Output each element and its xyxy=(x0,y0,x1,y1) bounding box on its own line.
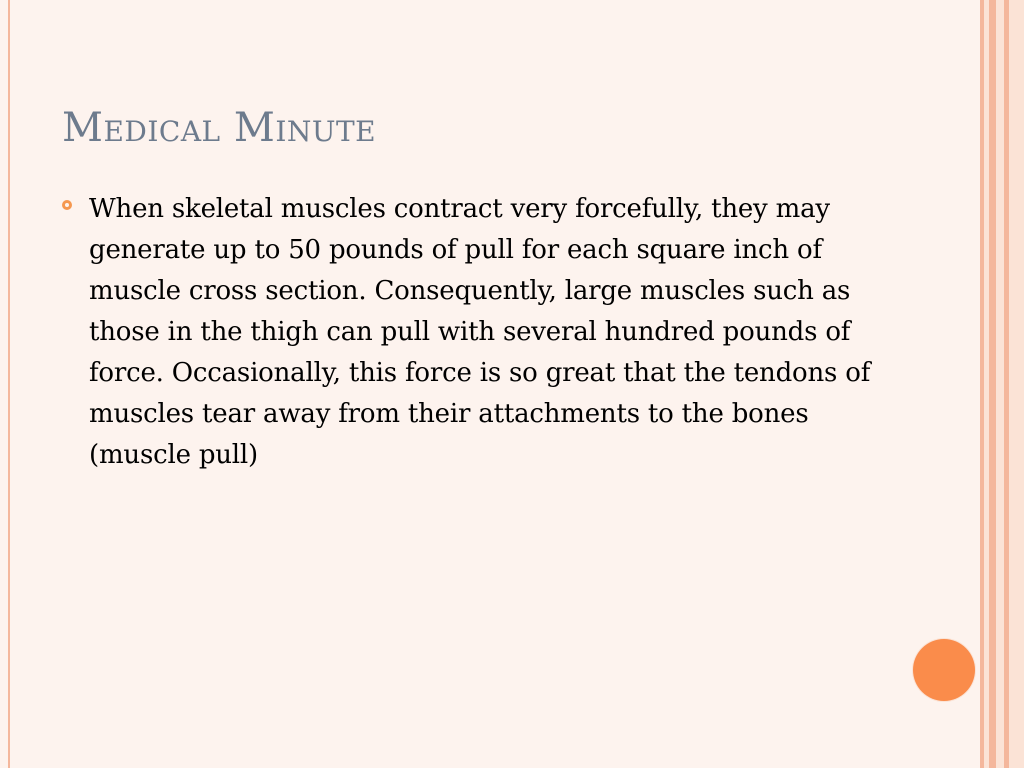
right-stripe xyxy=(996,0,1004,768)
bullet-circle-icon xyxy=(62,200,72,210)
orange-circle-icon xyxy=(913,639,975,701)
left-border-line xyxy=(8,0,10,768)
slide-title: Medical Minute xyxy=(62,105,377,151)
right-stripe xyxy=(1009,0,1024,768)
bullet-text: When skeletal muscles contract very forcefully, they may generate up to 50 pounds of pull for each square inch of muscle cross section. Consequently, large muscles such as those in the thigh can pull with several hundred pounds of force. Occasionally, this force is so great that the tendons of muscles tear away from their attachments to the bones (muscle pull) xyxy=(89,194,871,470)
bullet-item xyxy=(62,189,882,476)
right-stripe xyxy=(989,0,996,768)
slide-body xyxy=(62,189,882,476)
